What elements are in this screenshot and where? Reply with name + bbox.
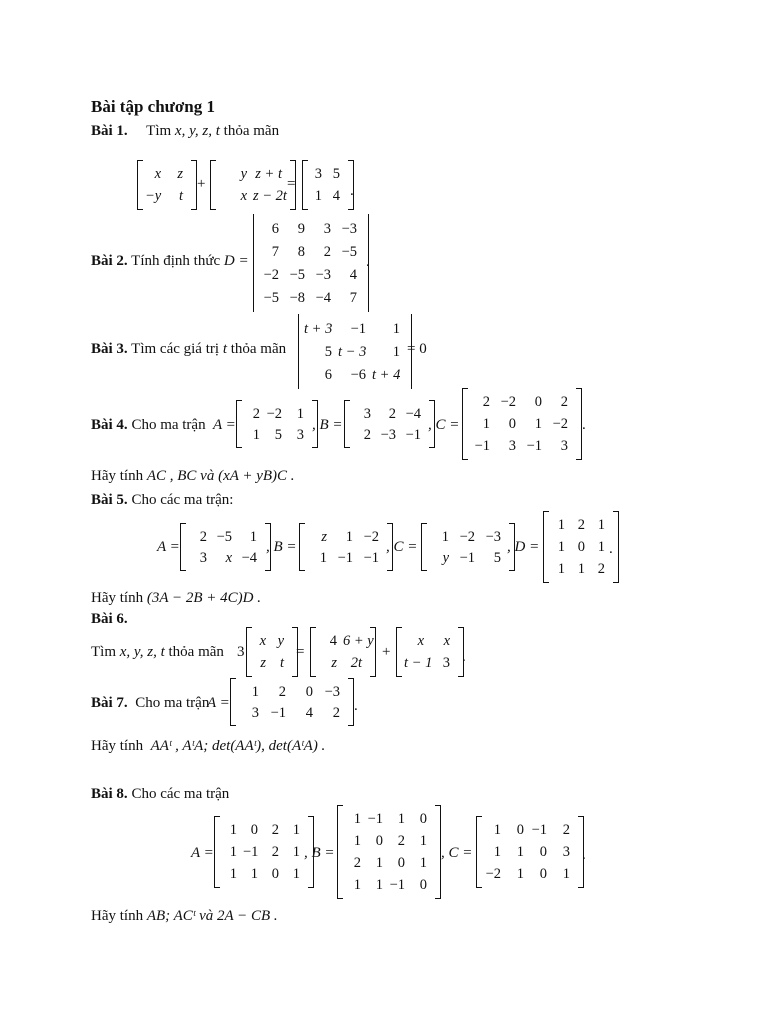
matrix-cell: −1 [389,877,405,893]
matrix-cell: −1 [459,549,475,566]
matrix-cell: 1 [557,539,565,555]
matrix-cell: 1 [229,844,237,860]
matrix-cell: 1 [252,426,260,443]
exercise-4-statement: Bài 4. Cho ma trận [91,417,206,433]
matrix-cell: 6 [324,366,332,383]
matrix-cell: 5 [274,426,282,443]
exercise-5-matrix-C [421,523,515,571]
matrix-cell: 2 [271,844,279,860]
bracket-left [180,523,186,571]
exercise-2-label: Bài 2. [91,253,128,269]
matrix-cell: 3 [560,438,568,454]
exercise-6-statement: Tìm x, y, z, t thỏa mãn [91,644,224,660]
exercise-5-matrix-D [543,511,619,583]
exercise-5-matrix-B [299,523,393,571]
bracket-left [299,523,305,571]
matrix-cell: −1 [337,549,353,566]
matrix-cell: t [279,655,284,671]
matrix-cell: 1 [562,866,570,882]
exercise-5-matrix-A [180,523,271,571]
matrix-cell: 7 [349,289,357,306]
matrix-cell: 1 [482,416,490,432]
matrix-cell: −5 [289,266,305,283]
matrix-cell: 2 [199,528,207,545]
exercise-1-matrix-3 [302,160,354,210]
matrix-cell: 1 [319,549,327,566]
matrix-cell: 1 [493,844,501,860]
matrix-cell: −2 [363,528,379,545]
matrix-cell: −4 [315,289,331,306]
matrix-cell: x [443,633,450,649]
bracket-left [344,400,350,448]
matrix-cell: 1 [597,517,605,533]
matrix-cell: 0 [271,866,279,882]
exercise-8-label: Bài 8. [91,786,128,802]
matrix-cell: 1 [577,561,585,577]
exercise-8-task: Hãy tính AB; ACᵗ và 2A − CB . [91,908,278,924]
matrix-cell: 1 [516,866,524,882]
matrix-cell: −5 [341,243,357,260]
exercise-7-label: Bài 7. [91,695,128,711]
matrix-cell: 6 + y [343,633,374,649]
exercise-7-statement: Bài 7. Cho ma trận [91,695,210,711]
matrix-cell: 1 [375,877,383,893]
matrix-cell: 0 [419,811,427,827]
matrix-cell: 3 [363,405,371,422]
matrix-cell: t − 1 [404,655,433,671]
bracket-left [236,400,242,448]
exercise-6-matrix-3 [396,627,464,677]
matrix-cell: 1 [557,561,565,577]
matrix-cell: −8 [289,289,305,306]
matrix-cell: 2 [597,561,605,577]
matrix-cell: −1 [526,438,542,454]
exercise-1-matrix-1 [137,160,197,210]
matrix-cell: 2 [271,822,279,838]
matrix-cell: 2 [353,855,361,871]
exercise-2-determinant [251,214,371,312]
matrix-cell: −6 [350,366,366,383]
matrix-cell: z − 2t [253,188,287,204]
matrix-cell: 1 [314,188,322,204]
exercise-6-coefficient: 3 [237,644,245,660]
matrix-cell: 1 [516,844,524,860]
matrix-cell: x [259,633,266,649]
matrix-cell: −3 [341,220,357,237]
matrix-cell: 1 [597,539,605,555]
matrix-cell: −2 [552,416,568,432]
matrix-cell: 2 [332,704,340,721]
matrix-cell: 3 [442,655,450,671]
matrix-cell: 0 [534,394,542,410]
matrix-cell: 4 [349,266,357,283]
matrix-cell: z [321,528,327,545]
matrix-cell: 5 [332,166,340,182]
matrix-cell: 2 [252,405,260,422]
matrix-cell: −3 [315,266,331,283]
matrix-cell: t + 3 [304,320,333,337]
matrix-cell: 0 [539,844,547,860]
document-page: Bài tập chương 1 Bài 1. Tìm x, y, z, t thỏa mãn x z −y t + y z + t x z − 2t = 3 5 1 4 . Bài 2. Tính định thức D = 6 9 3 −3 7 8 2 −5 −2 −5 −3 4 −5 −8 −4 7 . Bài 3. Tìm các giá trị t thỏa mãn t + 3 −1 1 5 t − 3 1 6 −6 t + 4 = 0 Bài 4. Cho ma trận A = 2 −2 1 1 5 3 , B = 3 2 −4 2 −3 −1 , C = 2 −2 0 2 1 0 1 −2 −1 3 −1 3 . Hãy tính AC , BC và (xA + yB)C . Bài 5. Cho các ma trận: A = 2 −5 1 3 x −4 , B = z 1 −2 1 −1 −1 , C = 1 −2 −3 y −1 5 , D = 1 2 1 1 0 1 1 1 2 . Hãy tính (3A − 2B + 4C)D . Bài 6. Tìm x, y, z, t thỏa mãn 3 x y z t = 4 6 + y z 2t + x x t − 1 3 . Bài 7. Cho ma trận A = 1 2 0 −3 3 −1 4 2 . Hãy tính AAᵗ , AᵗA; det(AAᵗ), det(AᵗA) . Bài 8. Cho các ma trận A = 1 0 2 1 1 −1 2 1 1 1 0 1 , B = 1 −1 1 0 1 0 2 1 2 1 0 1 1 1 −1 0 , C = 1 0 −1 2 1 1 0 3 −2 1 0 1 . Hãy tính AB; ACᵗ và 2A − CB . [0,0,768,1024]
matrix-cell: y [277,633,284,649]
exercise-8-statement: Bài 8. Cho các ma trận [91,786,230,802]
matrix-cell: 5 [324,343,332,360]
matrix-cell: 4 [329,633,337,649]
matrix-cell: −1 [367,811,383,827]
matrix-cell: 1 [296,405,304,422]
bracket-left [214,816,220,888]
matrix-cell: −1 [350,320,366,337]
exercise-1-matrix-2 [210,160,296,210]
matrix-cell: 2 [397,833,405,849]
matrix-cell: z + t [255,166,282,182]
exercise-5-task: Hãy tính (3A − 2B + 4C)D . [91,590,261,606]
matrix-cell: −1 [474,438,490,454]
bracket-left [421,523,427,571]
exercise-3-rhs: = 0 [407,341,427,357]
exercise-4-matrix-C [462,388,582,460]
matrix-cell: −3 [324,683,340,700]
matrix-cell: 1 [392,320,400,337]
matrix-cell: 4 [305,704,313,721]
matrix-cell: 2 [482,394,490,410]
exercise-4-task: Hãy tính AC , BC và (xA + yB)C . [91,468,295,484]
exercise-8-matrix-A [214,816,314,888]
matrix-cell: −2 [459,528,475,545]
matrix-cell: 0 [539,866,547,882]
matrix-cell: 0 [577,539,585,555]
matrix-cell: −4 [405,405,421,422]
matrix-cell: t [178,188,183,204]
exercise-4-label: Bài 4. [91,417,128,433]
matrix-cell: 1 [353,811,361,827]
matrix-cell: 6 [271,220,279,237]
matrix-cell: 2 [560,394,568,410]
matrix-cell: 1 [229,866,237,882]
exercise-3-statement: Bài 3. Tìm các giá trị t thỏa mãn [91,341,287,357]
matrix-cell: 1 [345,528,353,545]
matrix-cell: −1 [531,822,547,838]
matrix-cell: x [417,633,424,649]
exercise-8-matrix-B [337,805,441,899]
exercise-7-matrix-A [230,678,354,726]
matrix-cell: 4 [332,188,340,204]
matrix-cell: 2 [577,517,585,533]
exercise-5-statement: Bài 5. Cho các ma trận: [91,492,234,508]
matrix-cell: 0 [305,683,313,700]
matrix-cell: 1 [292,866,300,882]
matrix-cell: 1 [392,343,400,360]
matrix-cell: 0 [516,822,524,838]
matrix-cell: 1 [534,416,542,432]
bracket-left [298,314,299,389]
matrix-cell: 1 [557,517,565,533]
exercise-6-matrix-1 [246,627,298,677]
matrix-cell: 1 [229,822,237,838]
bracket-left [253,214,254,312]
matrix-cell: −y [145,188,162,204]
exercise-5-label: Bài 5. [91,492,128,508]
matrix-cell: −1 [405,426,421,443]
matrix-cell: z [260,655,266,671]
matrix-cell: z [331,655,337,671]
matrix-cell: −5 [216,528,232,545]
matrix-cell: 1 [419,855,427,871]
bracket-left [476,816,482,888]
exercise-1-label: Bài 1. [91,123,128,139]
matrix-cell: 1 [249,528,257,545]
matrix-cell: 1 [375,855,383,871]
matrix-cell: z [177,166,183,182]
bracket-left [462,388,468,460]
bracket-left [302,160,308,210]
matrix-cell: x [154,166,161,182]
matrix-cell: −1 [243,844,259,860]
exercise-4-matrix-B [344,400,435,448]
matrix-cell: −1 [270,704,286,721]
matrix-cell: 1 [419,833,427,849]
matrix-cell: 1 [353,877,361,893]
matrix-cell: y [442,549,449,566]
matrix-cell: t − 3 [338,343,367,360]
matrix-cell: 3 [508,438,516,454]
matrix-cell: 2 [562,822,570,838]
exercise-1-statement: Bài 1. Tìm x, y, z, t thỏa mãn [91,123,280,139]
exercise-7-task: Hãy tính AAᵗ , AᵗA; det(AAᵗ), det(AᵗA) . [91,738,326,754]
bracket-left [210,160,216,210]
matrix-cell: y [240,166,247,182]
exercise-3-determinant [296,314,414,389]
matrix-cell: 2 [323,243,331,260]
matrix-cell: −2 [266,405,282,422]
matrix-cell: 3 [562,844,570,860]
exercise-3-label: Bài 3. [91,341,128,357]
matrix-cell: −3 [380,426,396,443]
matrix-cell: 2 [388,405,396,422]
matrix-cell: 5 [493,549,501,566]
bracket-left [543,511,549,583]
exercise-2-statement: Bài 2. Tính định thức D = [91,253,249,269]
matrix-cell: 3 [199,549,207,566]
matrix-cell: 1 [292,822,300,838]
exercise-6-matrix-2 [310,627,376,677]
bracket-left [396,627,402,677]
matrix-cell: 0 [508,416,516,432]
exercise-4-matrix-A [236,400,318,448]
bracket-left [310,627,316,677]
matrix-cell: 3 [314,166,322,182]
matrix-cell: 1 [251,683,259,700]
matrix-cell: 1 [397,811,405,827]
matrix-cell: −1 [363,549,379,566]
matrix-cell: 9 [297,220,305,237]
matrix-cell: 2 [363,426,371,443]
bracket-left [337,805,343,899]
matrix-cell: 0 [250,822,258,838]
matrix-cell: 1 [353,833,361,849]
matrix-cell: x [240,188,247,204]
matrix-cell: 1 [292,844,300,860]
matrix-cell: 0 [375,833,383,849]
bracket-right [613,511,619,583]
matrix-cell: −2 [500,394,516,410]
matrix-cell: 3 [296,426,304,443]
matrix-cell: 8 [297,243,305,260]
bracket-left [230,678,236,726]
matrix-cell: t + 4 [372,366,401,383]
exercise-8-matrix-C [476,816,584,888]
matrix-cell: 1 [441,528,449,545]
matrix-cell: x [225,549,232,566]
matrix-cell: 0 [397,855,405,871]
bracket-left [137,160,143,210]
matrix-cell: −2 [485,866,501,882]
matrix-cell: −5 [263,289,279,306]
matrix-cell: 1 [250,866,258,882]
exercise-6-label: Bài 6. [91,611,128,627]
matrix-cell: −3 [485,528,501,545]
matrix-cell: 2t [350,655,362,671]
matrix-cell: 1 [493,822,501,838]
matrix-cell: 3 [323,220,331,237]
matrix-cell: 3 [251,704,259,721]
matrix-cell: −4 [241,549,257,566]
matrix-cell: 2 [278,683,286,700]
matrix-cell: −2 [263,266,279,283]
bracket-left [246,627,252,677]
matrix-cell: 0 [419,877,427,893]
page-title: Bài tập chương 1 [91,97,215,116]
matrix-cell: 7 [271,243,279,260]
